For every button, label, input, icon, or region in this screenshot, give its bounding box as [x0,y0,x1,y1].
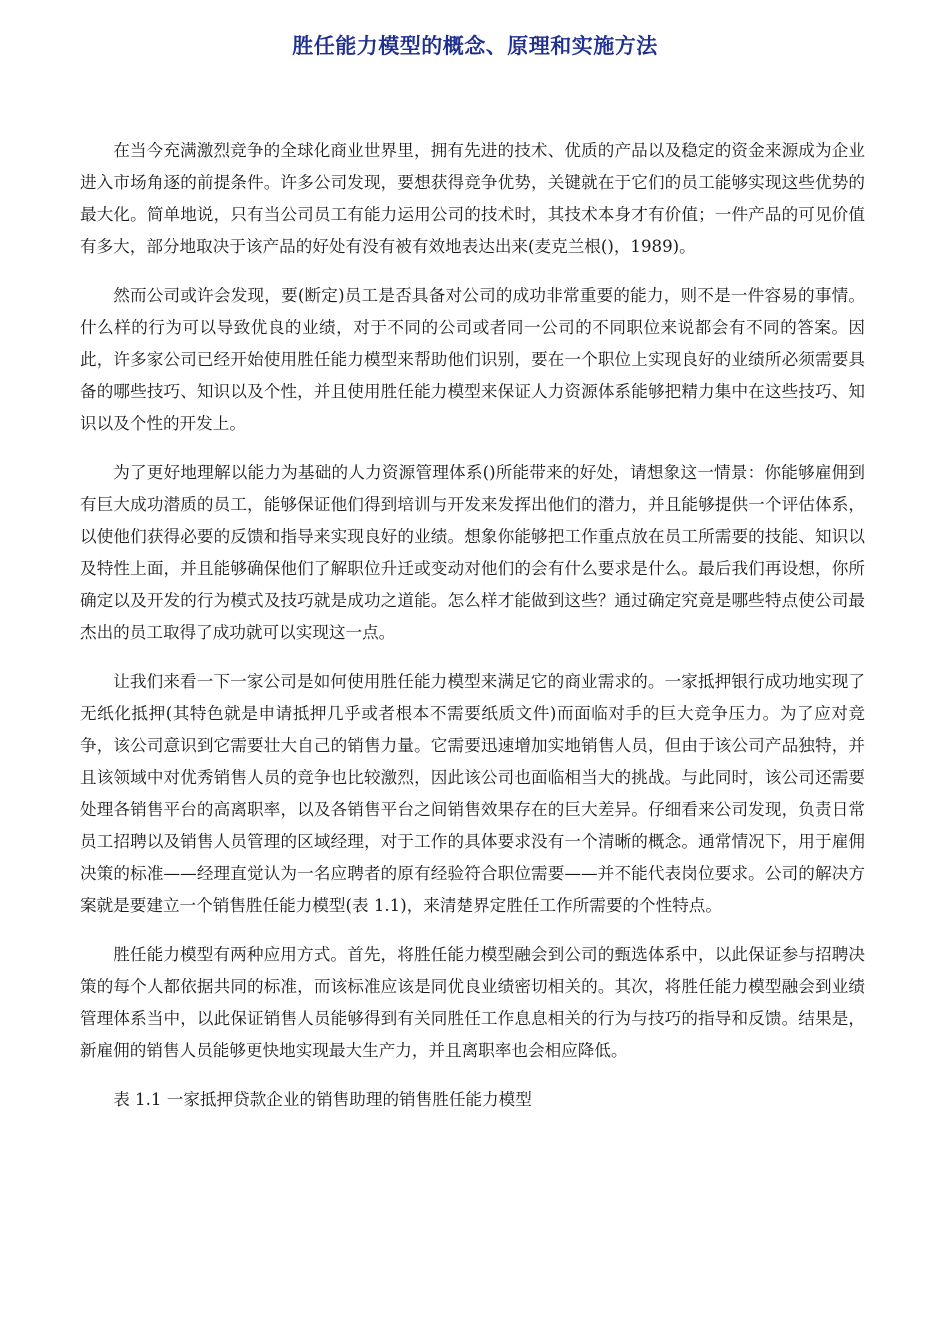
paragraph-3: 为了更好地理解以能力为基础的人力资源管理体系()所能带来的好处，请想象这一情景：你能够雇佣到有巨大成功潜质的员工，能够保证他们得到培训与开发来发挥出他们的潜力，并且能够提供一个评估体系，以使他们获得必要的反馈和指导来实现良好的业绩。想象你能够把工作重点放在员工所需要的技能、知识以及特性上面，并且能够确保他们了解职位升迁或变动对他们的会有什么要求是什么。最后我们再设想，你所确定以及开发的行为模式及技巧就是成功之道能。怎么样才能做到这些？通过确定究竟是哪些特点使公司最杰出的员工取得了成功就可以实现这一点。 [80,463,865,642]
document-title: 胜任能力模型的概念、原理和实施方法 [292,34,658,58]
paragraph-1: 在当今充满激烈竞争的全球化商业世界里，拥有先进的技术、优质的产品以及稳定的资金来源成为企业进入市场角逐的前提条件。许多公司发现，要想获得竞争优势，关键就在于它们的员工能够实现这些优势的最大化。简单地说，只有当公司员工有能力运用公司的技术时，其技术本身才有价值；一件产品的可见价值有多大，部分地取决于该产品的好处有没有被有效地表达出来(麦克兰根()，1989)。 [80,141,865,256]
paragraph-2: 然而公司或许会发现，要(断定)员工是否具备对公司的成功非常重要的能力，则不是一件容易的事情。什么样的行为可以导致优良的业绩，对于不同的公司或者同一公司的不同职位来说都会有不同的答案。因此，许多家公司已经开始使用胜任能力模型来帮助他们识别，要在一个职位上实现良好的业绩所必须需要具备的哪些技巧、知识以及个性，并且使用胜任能力模型来保证人力资源体系能够把精力集中在这些技巧、知识以及个性的开发上。 [80,286,865,433]
document-body [80,135,865,1116]
table-caption: 表 1.1 一家抵押贷款企业的销售助理的销售胜任能力模型 [113,1090,532,1109]
paragraph-5: 胜任能力模型有两种应用方式。首先，将胜任能力模型融会到公司的甄选体系中，以此保证参与招聘决策的每个人都依据共同的标准，而该标准应该是同优良业绩密切相关的。其次，将胜任能力模型融会到业绩管理体系当中，以此保证销售人员能够得到有关同胜任工作息息相关的行为与技巧的指导和反馈。结果是，新雇佣的销售人员能够更快地实现最大生产力，并且离职率也会相应降低。 [80,945,865,1060]
paragraph-4: 让我们来看一下一家公司是如何使用胜任能力模型来满足它的商业需求的。一家抵押银行成功地实现了无纸化抵押(其特色就是申请抵押几乎或者根本不需要纸质文件)而面临对手的巨大竞争压力。为了应对竞争，该公司意识到它需要壮大自己的销售力量。它需要迅速增加实地销售人员，但由于该公司产品独特，并且该领域中对优秀销售人员的竞争也比较激烈，因此该公司也面临相当大的挑战。与此同时，该公司还需要处理各销售平台的高离职率，以及各销售平台之间销售效果存在的巨大差异。仔细看来公司发现，负责日常员工招聘以及销售人员管理的区域经理，对于工作的具体要求没有一个清晰的概念。通常情况下，用于雇佣决策的标准——经理直觉认为一名应聘者的原有经验符合职位需要——并不能代表岗位要求。公司的解决方案就是要建立一个销售胜任能力模型(表 1.1)，来清楚界定胜任工作所需要的个性特点。 [80,672,865,915]
